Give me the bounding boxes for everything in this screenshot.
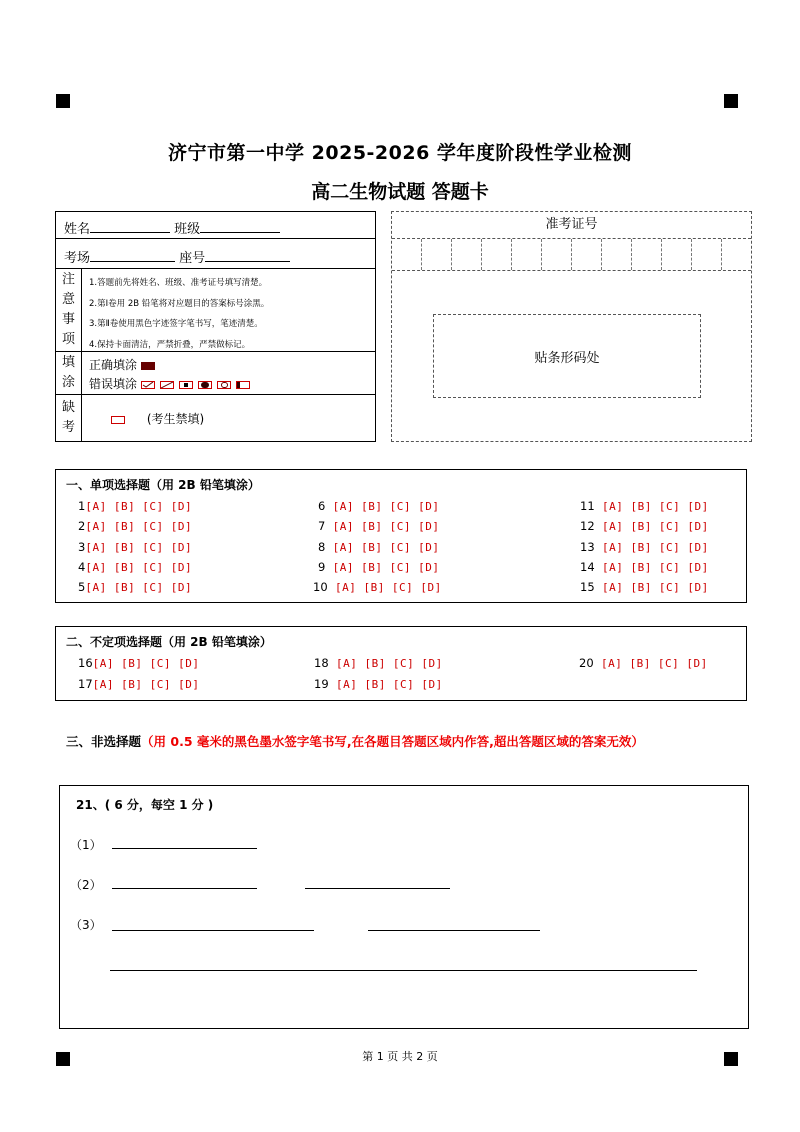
note-item: 4.保持卡面清洁，严禁折叠，严禁做标记。 <box>89 339 251 350</box>
exam-number-cell[interactable] <box>602 239 632 270</box>
question-row[interactable]: 16[A] [B] [C] [D] <box>78 656 200 670</box>
notes-label: 注 意 事 项 <box>56 269 82 351</box>
question-21-answer-box <box>59 785 749 1029</box>
wrong-fill-sample-circle <box>217 381 231 389</box>
absent-checkbox[interactable] <box>111 416 125 424</box>
section-multi-choice-title: 二、不定项选择题（用 2B 铅笔填涂） <box>66 635 272 649</box>
correct-fill-label: 正确填涂 <box>89 358 138 372</box>
question-row[interactable]: 20 [A] [B] [C] [D] <box>579 656 708 670</box>
question-row[interactable]: 4[A] [B] [C] [D] <box>78 560 193 574</box>
exam-number-cell[interactable] <box>542 239 572 270</box>
wrong-fill-sample-dot <box>179 381 193 389</box>
name-field[interactable] <box>90 220 170 233</box>
question-row[interactable]: 12 [A] [B] [C] [D] <box>580 519 709 533</box>
correct-fill-line <box>89 356 160 373</box>
fill-row <box>56 352 375 395</box>
page-subtitle: 高二生物试题 答题卡 <box>311 181 489 203</box>
exam-number-cell[interactable] <box>452 239 482 270</box>
question-row[interactable]: 19 [A] [B] [C] [D] <box>314 677 443 691</box>
wrong-fill-sample-slash <box>160 381 174 389</box>
notes-list <box>89 273 269 355</box>
class-label: 班级 <box>174 222 201 237</box>
room-seat-row <box>56 239 375 269</box>
exam-number-box <box>391 211 752 442</box>
question-row[interactable]: 8 [A] [B] [C] [D] <box>318 540 440 554</box>
room-label: 考场 <box>64 251 91 266</box>
exam-number-cell[interactable] <box>422 239 452 270</box>
q21-part2-blank-1[interactable] <box>112 888 257 889</box>
absent-note: (考生禁填) <box>146 412 205 426</box>
seat-label: 座号 <box>179 251 206 266</box>
question-row[interactable]: 1[A] [B] [C] [D] <box>78 499 193 513</box>
wrong-fill-label: 错误填涂 <box>89 377 138 391</box>
corner-mark-top-right <box>724 94 738 108</box>
q21-part1-label: （1） <box>70 838 102 852</box>
q21-part3-blank-1[interactable] <box>112 930 314 931</box>
absent-row <box>56 395 375 441</box>
question-row[interactable]: 10 [A] [B] [C] [D] <box>313 580 442 594</box>
note-item: 2.第Ⅰ卷用 2B 铅笔将对应题目的答案标号涂黑。 <box>89 298 270 309</box>
exam-number-header: 准考证号 <box>392 212 751 239</box>
corner-mark-top-left <box>56 94 70 108</box>
section-multi-choice <box>55 626 747 701</box>
wrong-fill-line <box>89 375 255 392</box>
note-item: 3.第Ⅱ卷使用黑色字迹签字笔书写，笔迹清楚。 <box>89 319 263 329</box>
question-row[interactable]: 6 [A] [B] [C] [D] <box>318 499 440 513</box>
absent-line <box>111 410 204 427</box>
class-field[interactable] <box>200 220 280 233</box>
q21-part3-blank-3[interactable] <box>110 970 697 971</box>
q21-part3-blank-2[interactable] <box>368 930 540 931</box>
question-row[interactable]: 18 [A] [B] [C] [D] <box>314 656 443 670</box>
correct-fill-sample <box>141 362 155 370</box>
question-row[interactable]: 7 [A] [B] [C] [D] <box>318 519 440 533</box>
section-single-choice-title: 一、单项选择题（用 2B 铅笔填涂） <box>66 478 260 492</box>
barcode-area: 贴条形码处 <box>433 314 701 398</box>
exam-number-cell[interactable] <box>512 239 542 270</box>
question-row[interactable]: 5[A] [B] [C] [D] <box>78 580 193 594</box>
name-label: 姓名 <box>64 222 91 237</box>
notes-row <box>56 269 375 352</box>
wrong-fill-sample-check <box>141 381 155 389</box>
exam-number-cell[interactable] <box>572 239 602 270</box>
question-row[interactable]: 9 [A] [B] [C] [D] <box>318 560 440 574</box>
section-non-choice-instruction: （用 0.5 毫米的黑色墨水签字笔书写,在各题目答题区域内作答,超出答题区域的答案无效） <box>141 734 644 749</box>
question-row[interactable]: 11 [A] [B] [C] [D] <box>580 499 709 513</box>
section-non-choice-heading <box>66 732 644 750</box>
question-row[interactable]: 2[A] [B] [C] [D] <box>78 519 193 533</box>
section-single-choice <box>55 469 747 603</box>
page-title: 济宁市第一中学 2025-2026 学年度阶段性学业检测 <box>168 142 632 164</box>
question-row[interactable]: 15 [A] [B] [C] [D] <box>580 580 709 594</box>
seat-field[interactable] <box>205 249 290 262</box>
question-row[interactable]: 14 [A] [B] [C] [D] <box>580 560 709 574</box>
exam-number-cell[interactable] <box>632 239 662 270</box>
room-field[interactable] <box>90 249 175 262</box>
question-row[interactable]: 3[A] [B] [C] [D] <box>78 540 193 554</box>
note-item: 1.答题前先将姓名、班级、准考证号填写清楚。 <box>89 278 268 288</box>
exam-number-cell[interactable] <box>722 239 751 270</box>
q21-part2-blank-2[interactable] <box>305 888 450 889</box>
exam-number-cells <box>392 239 751 271</box>
q21-part1-blank[interactable] <box>112 848 257 849</box>
page-footer: 第 1 页 共 2 页 <box>362 1050 438 1063</box>
wrong-fill-sample-partial <box>198 381 212 389</box>
q21-part3-label: （3） <box>70 918 102 932</box>
question-row[interactable]: 17[A] [B] [C] [D] <box>78 677 200 691</box>
exam-number-cell[interactable] <box>692 239 722 270</box>
question-row[interactable]: 13 [A] [B] [C] [D] <box>580 540 709 554</box>
absent-label: 缺 考 <box>56 395 82 441</box>
exam-number-cell[interactable] <box>662 239 692 270</box>
question-21-header: 21、( 6 分，每空 1 分 ) <box>76 798 214 812</box>
exam-number-cell[interactable] <box>482 239 512 270</box>
student-info-table <box>55 211 376 442</box>
exam-number-cell[interactable] <box>392 239 422 270</box>
fill-label: 填 涂 <box>56 352 82 394</box>
wrong-fill-sample-half <box>236 381 250 389</box>
section-non-choice-title: 三、非选择题 <box>66 734 142 749</box>
q21-part2-label: （2） <box>70 878 102 892</box>
name-class-row <box>56 212 375 239</box>
